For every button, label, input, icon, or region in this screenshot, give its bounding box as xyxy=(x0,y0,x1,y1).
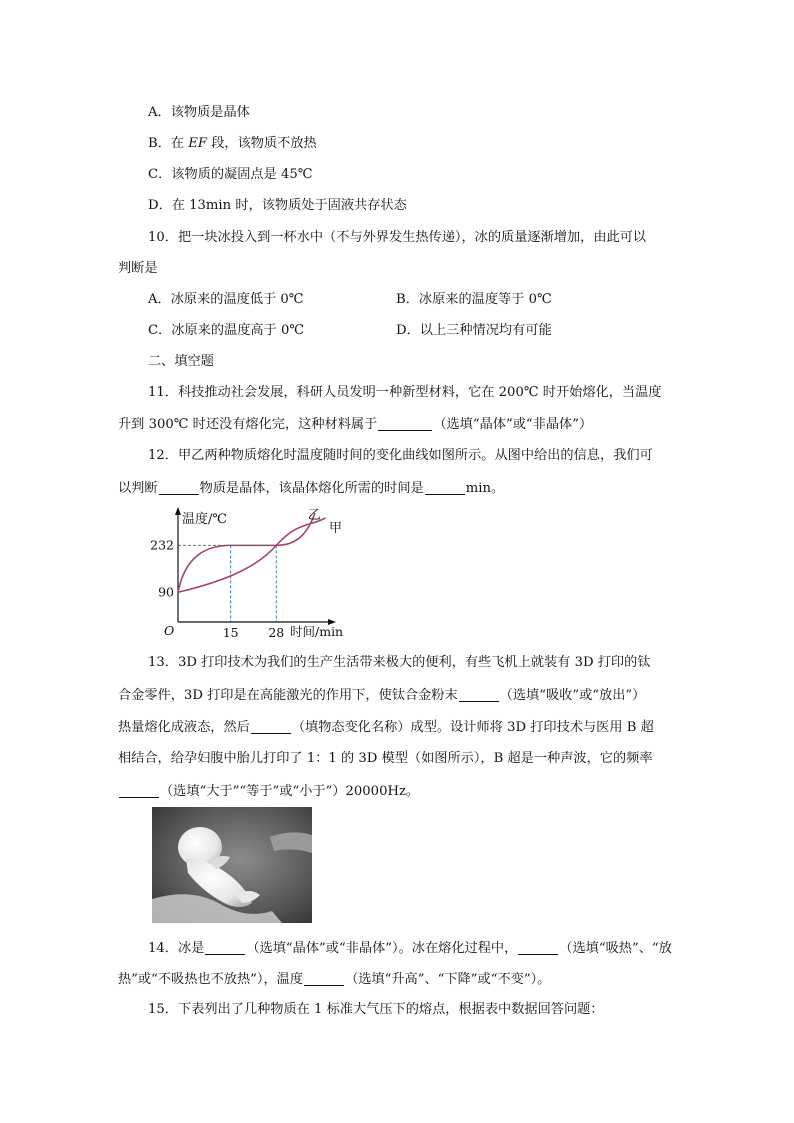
series-line-1 xyxy=(178,518,325,592)
question-11-line-2 xyxy=(118,417,592,431)
question-13-text-c: 热量熔化成液态，然后 xyxy=(118,719,250,735)
option-10d: D．以上三种情况均有可能 xyxy=(396,323,552,338)
series-label-jia: 甲 xyxy=(328,521,342,536)
question-14-text-e: （选填“升高”、“下降”或“不变”）。 xyxy=(345,971,551,987)
answer-blank-11[interactable] xyxy=(378,417,432,431)
question-14-text-a: 14．冰是 xyxy=(148,940,205,956)
answer-blank-13-3[interactable] xyxy=(119,784,159,798)
question-13-line-5 xyxy=(118,784,419,798)
question-12-line-2 xyxy=(118,481,504,495)
question-13-text-a: 合金零件，3D 打印是在高能激光的作用下，使钛合金粉末 xyxy=(118,687,458,703)
melting-curve-chart xyxy=(150,505,360,640)
question-12-text-a: 以判断 xyxy=(118,480,158,496)
y-tick-232: 232 xyxy=(150,537,174,553)
question-11-text-a: 升到 300℃ 时还没有熔化完，这种材料属于 xyxy=(118,416,378,432)
answer-blank-13-2[interactable] xyxy=(251,720,291,734)
y-axis-label: 温度/℃ xyxy=(182,512,227,527)
y-axis-arrow xyxy=(175,507,181,515)
question-12-line-1: 12．甲乙两种物质熔化时温度随时间的变化曲线如图所示。从图中给出的信息，我们可 xyxy=(148,448,653,463)
question-12-text-b: 物质是晶体，该晶体熔化所需的时间是 xyxy=(199,480,424,496)
x-tick-15: 15 xyxy=(222,625,239,640)
fetus-model-photo xyxy=(152,807,312,923)
option-10c: C．冰原来的温度高于 0℃ xyxy=(148,323,305,338)
question-11-line-1: 11．科技推动社会发展，科研人员发明一种新型材料，它在 200℃ 时开始熔化，当温度 xyxy=(148,385,662,400)
question-15-line-1: 15．下表列出了几种物质在 1 标准大气压下的熔点，根据表中数据回答问题： xyxy=(148,1002,604,1017)
question-12-text-c: min。 xyxy=(465,480,505,496)
answer-blank-13-1[interactable] xyxy=(459,688,499,702)
question-14-line-2 xyxy=(118,972,550,986)
y-tick-90: 90 xyxy=(158,584,174,600)
x-tick-28: 28 xyxy=(268,625,285,640)
origin-label: O xyxy=(164,623,175,638)
question-14-text-b: （选填“晶体”或“非晶体”）。冰在熔化过程中， xyxy=(246,940,518,956)
option-9b-post: 段，该物质不放热 xyxy=(207,136,317,151)
question-14-text-d: 热”或“不吸热也不放热”），温度 xyxy=(118,971,304,987)
option-10a: A．冰原来的温度低于 0℃ xyxy=(148,292,304,307)
answer-blank-14-1[interactable] xyxy=(205,941,245,955)
segment-ef: EF xyxy=(188,136,208,151)
question-13-line-4: 相结合，给孕妇腹中胎儿打印了 1：1 的 3D 模型（如图所示），B 超是一种声波，它的频率 xyxy=(118,751,653,766)
series-label-yi: 乙 xyxy=(307,508,321,523)
answer-blank-12-2[interactable] xyxy=(425,481,465,495)
question-14-text-c: （选填“吸热”、“放 xyxy=(559,940,672,956)
option-10b: B．冰原来的温度等于 0℃ xyxy=(396,292,552,307)
question-13-text-e: （选填“大于”“等于”或“小于”）20000Hz。 xyxy=(160,783,420,799)
question-14-line-1 xyxy=(148,941,672,955)
guide-lines xyxy=(178,545,276,622)
answer-blank-12-1[interactable] xyxy=(159,481,199,495)
question-13-line-2 xyxy=(118,688,645,702)
question-13-line-1: 13．3D 打印技术为我们的生产生活带来极大的便利，有些飞机上就装有 3D 打印的钛 xyxy=(148,655,651,670)
option-9b-pre: B．在 xyxy=(148,136,189,151)
x-axis-label: 时间/min xyxy=(290,624,344,639)
option-9a: A．该物质是晶体 xyxy=(148,105,250,120)
question-10-stem-1: 10．把一块冰投入到一杯水中（不与外界发生热传递），冰的质量逐渐增加，由此可以 xyxy=(148,230,647,245)
option-9d: D．在 13min 时，该物质处于固液共存状态 xyxy=(148,198,407,213)
option-9c: C．该物质的凝固点是 45℃ xyxy=(148,167,313,182)
question-13-text-d: （填物态变化名称）成型。设计师将 3D 打印技术与医用 B 超 xyxy=(291,719,654,735)
answer-blank-14-2[interactable] xyxy=(518,941,558,955)
question-13-text-b: （选填“吸收”或“放出”） xyxy=(499,687,646,703)
question-10-stem-2: 判断是 xyxy=(118,261,158,276)
question-13-line-3 xyxy=(118,720,654,734)
question-11-text-b: （选填“晶体”或“非晶体”） xyxy=(433,416,593,432)
answer-blank-14-3[interactable] xyxy=(304,972,344,986)
option-9b xyxy=(148,137,317,150)
section-title-fill-in: 二、填空题 xyxy=(148,354,214,369)
